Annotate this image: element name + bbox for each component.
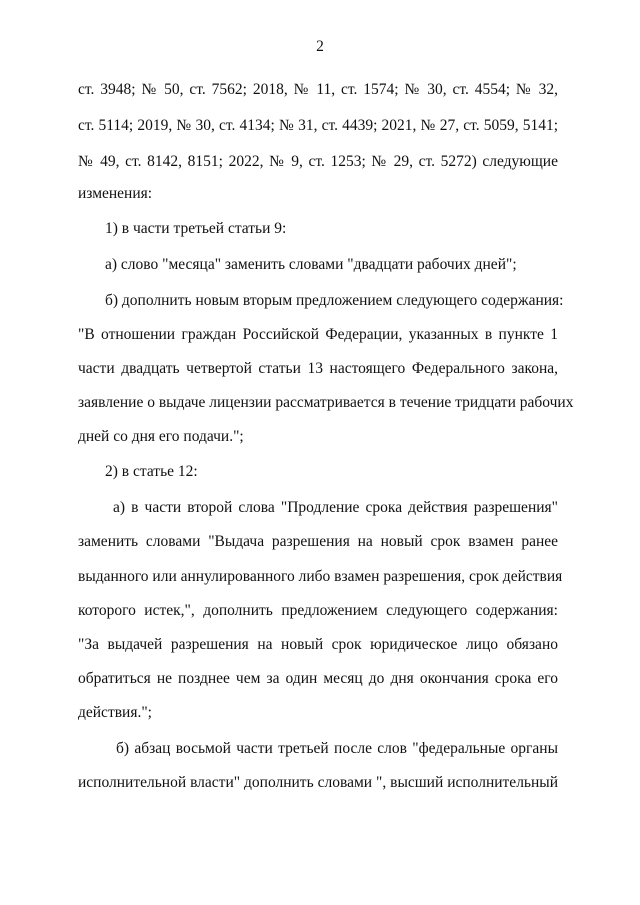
text-line: ст. 5114; 2019, № 30, ст. 4134; № 31, ст. 4439; 2021, № 27, ст. 5059, 5141;	[78, 117, 558, 134]
list-item-heading: 2) в статье 12:	[105, 463, 198, 480]
list-item: б) дополнить новым вторым предложением следующего содержания:	[105, 292, 564, 309]
list-item: а) в части второй слова "Продление срока действия разрешения"	[113, 499, 558, 516]
text-line: которого истек,", дополнить предложением следующего содержания:	[78, 602, 558, 619]
page-number: 2	[316, 38, 324, 55]
list-item-heading: 1) в части третьей статьи 9:	[105, 220, 287, 237]
text-line: изменения:	[78, 185, 153, 202]
text-line: ст. 3948; № 50, ст. 7562; 2018, № 11, ст. 1574; № 30, ст. 4554; № 32,	[78, 81, 558, 98]
text-line: дней со дня его подачи.";	[78, 428, 244, 445]
text-line: № 49, ст. 8142, 8151; 2022, № 9, ст. 1253; № 29, ст. 5272) следующие	[78, 153, 558, 170]
text-line: заявление о выдаче лицензии рассматривается в течение тридцати рабочих	[78, 394, 574, 411]
list-item: а) слово "месяца" заменить словами "двадцати рабочих дней";	[105, 256, 517, 273]
text-line: "В отношении граждан Российской Федерации, указанных в пункте 1	[78, 326, 558, 343]
text-line: действия.";	[78, 704, 152, 721]
text-line: выданного или аннулированного либо взамен разрешения, срок действия	[78, 568, 563, 585]
text-line: исполнительной власти" дополнить словами ", высший исполнительный	[78, 774, 558, 791]
text-line: части двадцать четвертой статьи 13 настоящего Федерального закона,	[78, 360, 558, 377]
text-line: "За выдачей разрешения на новый срок юридическое лицо обязано	[78, 636, 558, 653]
list-item: б) абзац восьмой части третьей после слов "федеральные органы	[116, 740, 558, 757]
text-line: обратиться не позднее чем за один месяц до дня окончания срока его	[78, 670, 558, 687]
text-line: заменить словами "Выдача разрешения на новый срок взамен ранее	[78, 533, 558, 550]
